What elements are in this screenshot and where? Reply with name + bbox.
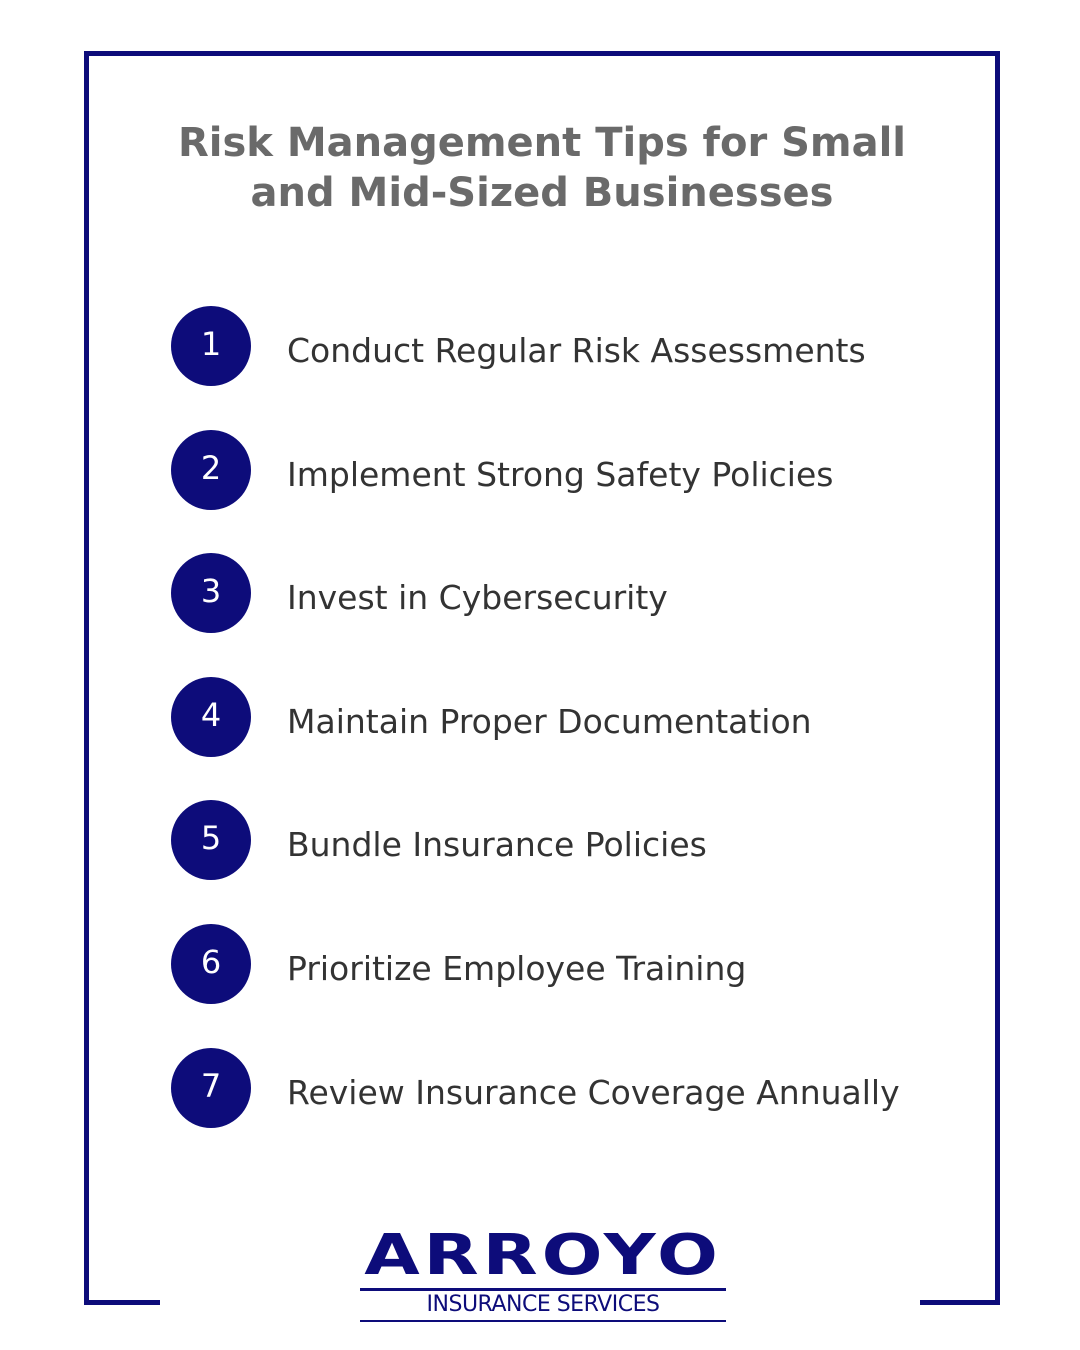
tip-item-1 [171, 306, 866, 386]
logo-name: ARROYO [364, 1223, 722, 1288]
tip-number-badge: 5 [171, 800, 251, 880]
company-logo [360, 1223, 726, 1322]
tip-item-7 [171, 1048, 900, 1128]
tip-label: Implement Strong Safety Policies [287, 454, 834, 494]
tip-number-badge: 4 [171, 677, 251, 757]
tip-label: Invest in Cybersecurity [287, 577, 668, 617]
tip-item-4 [171, 677, 812, 757]
tip-number-badge: 7 [171, 1048, 251, 1128]
logo-subtitle: INSURANCE SERVICES [426, 1292, 660, 1317]
tip-item-5 [171, 800, 707, 880]
tip-label: Maintain Proper Documentation [287, 701, 812, 741]
tip-number-badge: 2 [171, 430, 251, 510]
tip-label: Review Insurance Coverage Annually [287, 1072, 900, 1112]
page-title: Risk Management Tips for Small and Mid-Sized Businesses [177, 120, 906, 216]
tip-label: Conduct Regular Risk Assessments [287, 330, 866, 370]
tip-number-badge: 1 [171, 306, 251, 386]
frame-bottom-right-border [920, 1300, 1000, 1305]
tip-item-6 [171, 924, 746, 1004]
tip-item-2 [171, 430, 833, 510]
tip-label: Prioritize Employee Training [287, 948, 747, 988]
tip-label: Bundle Insurance Policies [287, 824, 707, 864]
logo-bottom-rule [360, 1320, 726, 1322]
frame-right-border [995, 51, 1000, 1305]
frame-top-border [84, 51, 1000, 56]
tip-item-3 [171, 553, 668, 633]
tip-number-badge: 3 [171, 553, 251, 633]
tip-number-badge: 6 [171, 924, 251, 1004]
frame-left-border [84, 51, 89, 1305]
logo-divider [360, 1288, 726, 1291]
frame-bottom-left-border [84, 1300, 160, 1305]
